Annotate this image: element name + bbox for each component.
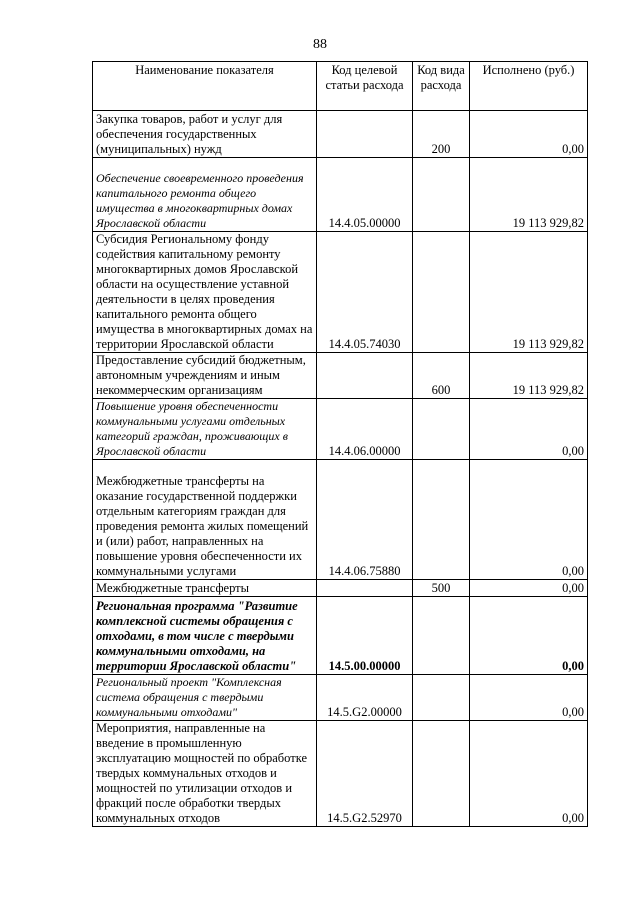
row-amount: 0,00 xyxy=(470,111,588,158)
row-kind-code xyxy=(413,399,470,460)
row-name: Межбюджетные трансферты xyxy=(93,580,317,597)
row-name: Обеспечение своевременного проведения капитального ремонта общего имущества в многоквартирных домах Ярославской области xyxy=(93,158,317,232)
row-name: Предоставление субсидий бюджетным, автономным учреждениям и иным некоммерческим организациям xyxy=(93,353,317,399)
row-kind-code xyxy=(413,675,470,721)
row-kind-code xyxy=(413,460,470,580)
row-name: Мероприятия, направленные на введение в промышленную эксплуатацию мощностей по обработке твердых коммунальных отходов и мощностей по утилизации отходов и фракций после обработки твердых коммунальных отходов xyxy=(93,721,317,827)
row-name: Межбюджетные трансферты на оказание государственной поддержки отдельным категориям граждан для проведения ремонта жилых помещений и (или) работ, направленных на повышение уровня обеспеченности их коммунальными услугами xyxy=(93,460,317,580)
row-target-code: 14.5.G2.00000 xyxy=(317,675,413,721)
header-name: Наименование показателя xyxy=(93,62,317,111)
row-target-code xyxy=(317,353,413,399)
table-row xyxy=(93,399,588,460)
header-amount: Исполнено (руб.) xyxy=(470,62,588,111)
row-amount: 0,00 xyxy=(470,597,588,675)
row-amount: 0,00 xyxy=(470,580,588,597)
table-header-row xyxy=(93,62,588,111)
table-row xyxy=(93,111,588,158)
row-target-code: 14.4.05.00000 xyxy=(317,158,413,232)
row-amount: 0,00 xyxy=(470,399,588,460)
table-row xyxy=(93,721,588,827)
row-name: Региональная программа "Развитие комплексной системы обращения с отходами, в том числе с твердыми коммунальными отходами, на территории Ярославской области" xyxy=(93,597,317,675)
row-kind-code xyxy=(413,232,470,353)
row-target-code: 14.4.06.00000 xyxy=(317,399,413,460)
table-row xyxy=(93,597,588,675)
row-target-code: 14.4.06.75880 xyxy=(317,460,413,580)
row-target-code xyxy=(317,580,413,597)
row-amount: 19 113 929,82 xyxy=(470,232,588,353)
row-amount: 19 113 929,82 xyxy=(470,158,588,232)
table-row xyxy=(93,675,588,721)
row-name: Региональный проект "Комплексная система обращения с твердыми коммунальными отходами" xyxy=(93,675,317,721)
table-row xyxy=(93,158,588,232)
row-name: Закупка товаров, работ и услуг для обеспечения государственных (муниципальных) нужд xyxy=(93,111,317,158)
row-amount: 19 113 929,82 xyxy=(470,353,588,399)
row-target-code: 14.4.05.74030 xyxy=(317,232,413,353)
page-number: 88 xyxy=(313,37,327,52)
row-kind-code xyxy=(413,597,470,675)
row-kind-code: 600 xyxy=(413,353,470,399)
row-name: Повышение уровня обеспеченности коммунальными услугами отдельных категорий граждан, проживающих в Ярославской области xyxy=(93,399,317,460)
header-kind-code: Код вида расхода xyxy=(413,62,470,111)
row-target-code xyxy=(317,111,413,158)
row-target-code: 14.5.G2.52970 xyxy=(317,721,413,827)
row-kind-code xyxy=(413,158,470,232)
row-kind-code xyxy=(413,721,470,827)
row-amount: 0,00 xyxy=(470,721,588,827)
row-target-code: 14.5.00.00000 xyxy=(317,597,413,675)
budget-table xyxy=(92,61,588,827)
row-amount: 0,00 xyxy=(470,460,588,580)
row-name: Субсидия Региональному фонду содействия капитальному ремонту многоквартирных домов Ярославской области на осуществление уставной деятельности в целях проведения капитального ремонта общего имущества в многоквартирных домах на территории Ярославской области xyxy=(93,232,317,353)
table-row xyxy=(93,232,588,353)
row-kind-code: 500 xyxy=(413,580,470,597)
table-row xyxy=(93,460,588,580)
table-row xyxy=(93,353,588,399)
header-target-code: Код целевой статьи расхода xyxy=(317,62,413,111)
row-amount: 0,00 xyxy=(470,675,588,721)
row-kind-code: 200 xyxy=(413,111,470,158)
table-row xyxy=(93,580,588,597)
